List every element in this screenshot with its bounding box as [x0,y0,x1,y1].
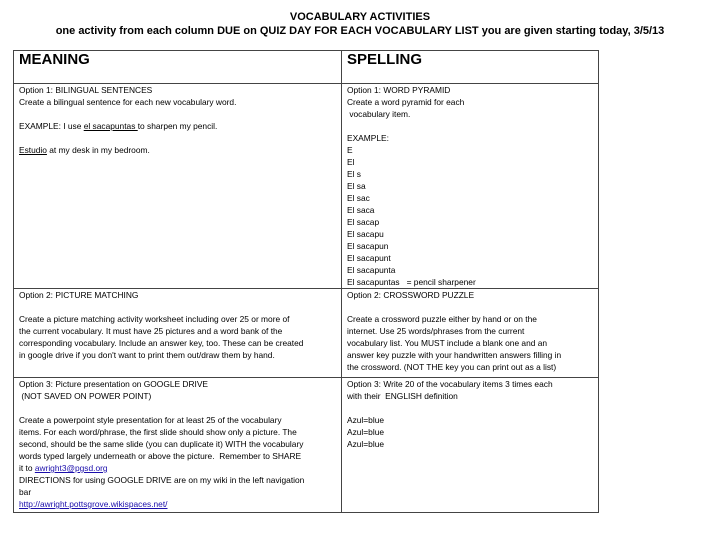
example-label: EXAMPLE: [347,133,389,143]
meaning-option-1 [14,84,342,289]
option-text-line: second, should be the same slide (you can duplicate it) WITH the vocabulary [19,439,304,449]
option-title: Option 2: PICTURE MATCHING [19,290,139,300]
spelling-option-3 [342,378,599,513]
pyramid-line: El sacap [347,217,380,227]
example-underlined: el sacapuntas [83,121,138,131]
pyramid-line: El sacapu [347,229,384,239]
spelling-option-2 [342,289,599,378]
option-title: Option 2: CROSSWORD PUZZLE [347,290,475,300]
option-text-line: corresponding vocabulary. Include an answer key, too. These can be created [19,338,304,348]
option-text-line: Create a picture matching activity worksheet including over 25 or more of [19,314,290,324]
pyramid-line: El sa [347,181,366,191]
column-header-meaning: MEANING [14,51,342,84]
email-link[interactable]: awright3@pgsd.org [34,463,108,473]
example-text: to sharpen my pencil. [137,121,218,131]
page-header [0,10,720,38]
share-text: it to [19,463,35,473]
pyramid-line: E [347,145,353,155]
pyramid-line: El sac [347,193,370,203]
option-title: Option 1: WORD PYRAMID [347,85,451,95]
option-note: (NOT SAVED ON POWER POINT) [19,391,152,401]
option-text-line: words typed largely underneath or above the picture. Remember to SHARE [19,451,302,461]
example-text: at my desk in my bedroom. [46,145,150,155]
page-title: VOCABULARY ACTIVITIES [289,11,431,23]
directions-line: bar [19,487,32,497]
directions-line: DIRECTIONS for using GOOGLE DRIVE are on my wiki in the left navigation [19,475,305,485]
option-description: vocabulary item. [347,109,411,119]
option-text-line: items. For each word/phrase, the first slide should show only a picture. The [19,427,297,437]
pyramid-line: El [347,157,355,167]
example-line: Azul=blue [347,439,385,449]
wiki-link[interactable]: http://awright.pottsgrove.wikispaces.net/ [19,499,168,509]
option-description: Create a bilingual sentence for each new vocabulary word. [19,97,237,107]
option-description: Create a word pyramid for each [347,97,465,107]
pyramid-line: El sacapunta [347,265,396,275]
share-line [19,462,336,474]
example-line: Azul=blue [347,415,385,425]
column-header-spelling: SPELLING [342,51,599,84]
example-line: Azul=blue [347,427,385,437]
option-title: Option 3: Picture presentation on GOOGLE DRIVE [19,379,208,389]
pyramid-line: El sacapunt [347,253,391,263]
option-title: Option 1: BILINGUAL SENTENCES [19,85,153,95]
pyramid-line: El sacapun [347,241,389,251]
option-text-line: the current vocabulary. It must have 25 pictures and a word bank of the [19,326,283,336]
pyramid-line: El sacapuntas = pencil sharpener [347,277,476,287]
option-title: Option 3: Write 20 of the vocabulary items 3 times each [347,379,553,389]
option-title: with their ENGLISH definition [347,391,458,401]
option-text-line: in google drive if you don't want to print them out/draw them by hand. [19,350,275,360]
activity-table [13,50,599,513]
spelling-option-1 [342,84,599,289]
page-subtitle: one activity from each column DUE on QUIZ DAY FOR EACH VOCABULARY LIST you are given starting today, 3/5/13 [55,25,665,37]
example-text: EXAMPLE: I use [19,121,84,131]
example-underlined: Estudio [19,145,47,155]
meaning-option-2 [14,289,342,378]
example-sentence-2 [19,144,336,156]
option-text-line: vocabulary list. You MUST include a blank one and an [347,338,548,348]
pyramid-line: El s [347,169,361,179]
example-sentence-1 [19,120,336,132]
option-text-line: answer key puzzle with your handwritten answers filling in [347,350,562,360]
option-text-line: Create a powerpoint style presentation for at least 25 of the vocabulary [19,415,282,425]
option-text-line: internet. Use 25 words/phrases from the current [347,326,525,336]
option-text-line: Create a crossword puzzle either by hand or on the [347,314,537,324]
pyramid-line: El saca [347,205,375,215]
option-text-line: the crossword. (NOT THE key you can print out as a list) [347,362,557,372]
meaning-option-3 [14,378,342,513]
